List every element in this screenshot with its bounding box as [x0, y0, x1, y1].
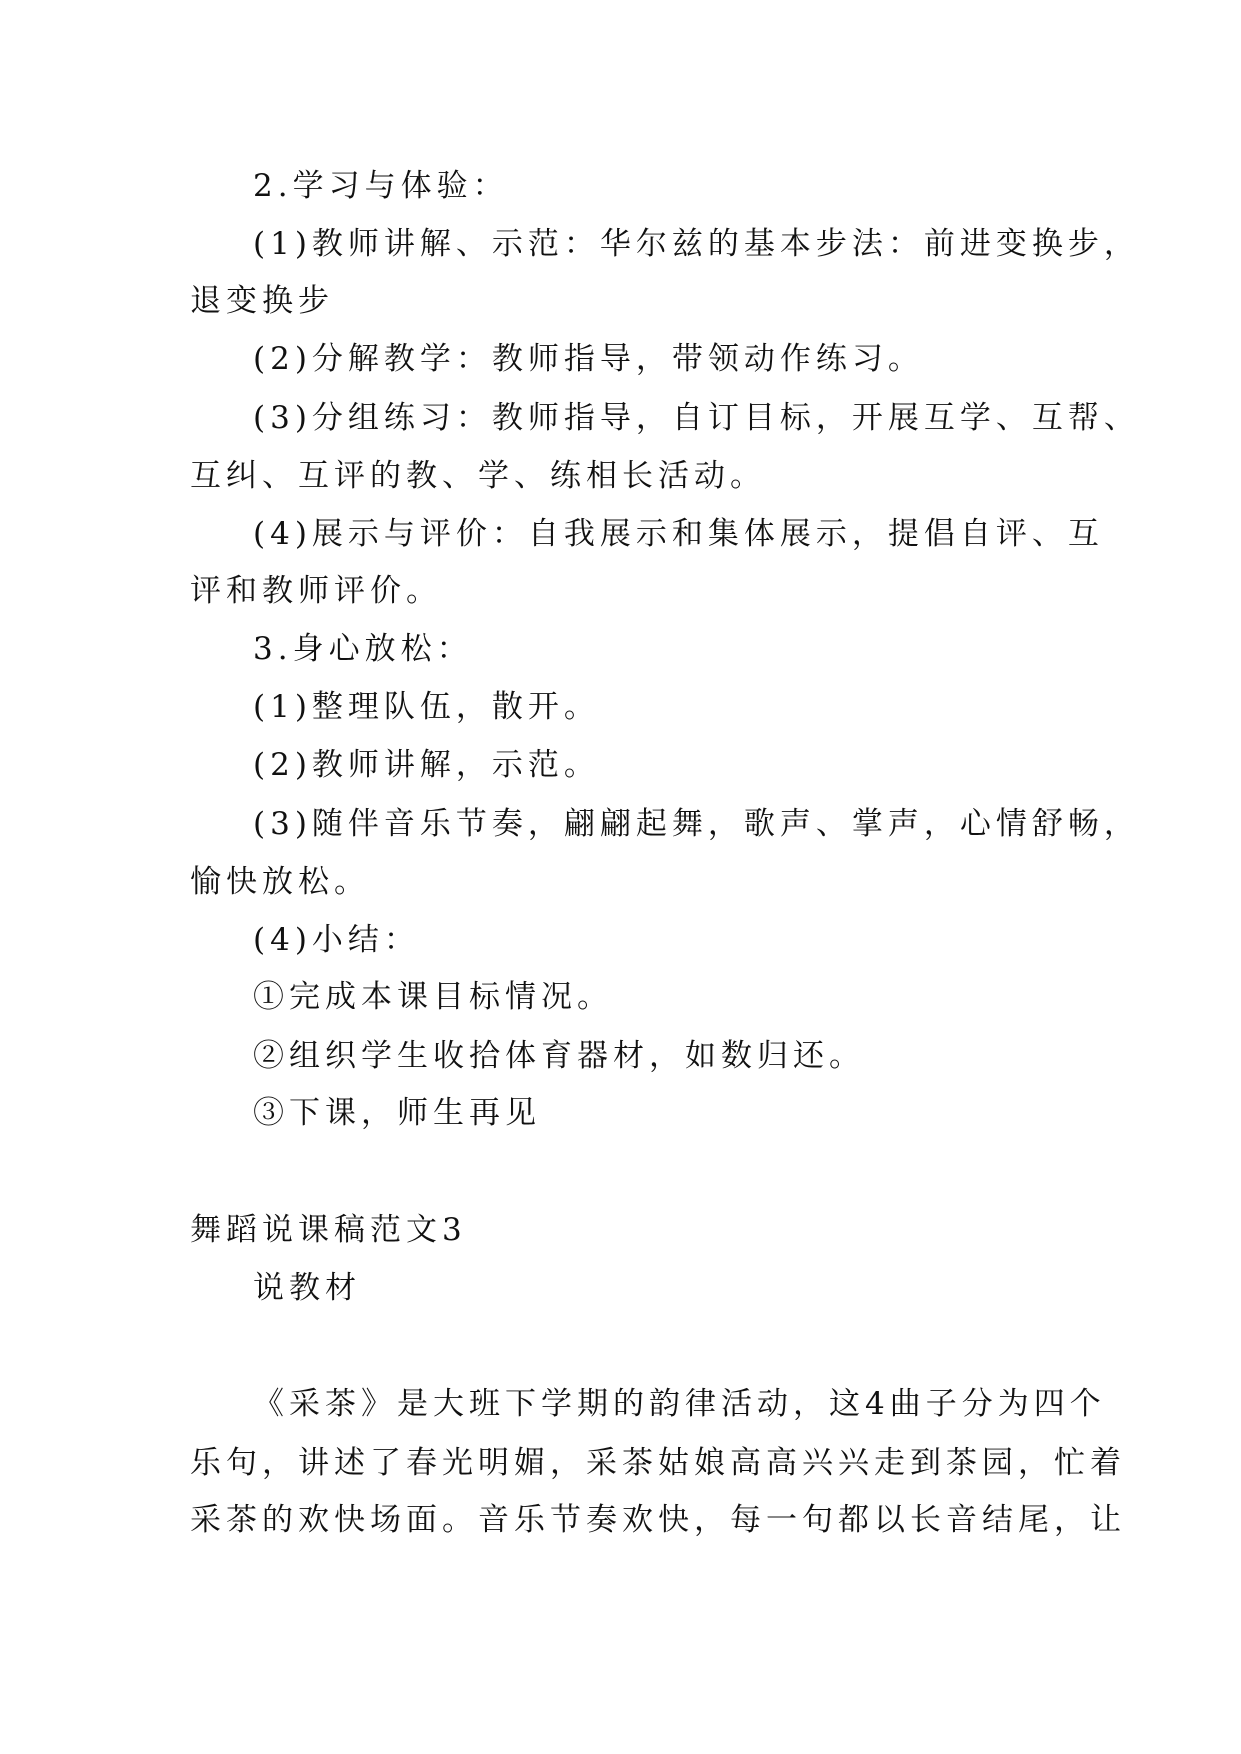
paragraph-line: (1)整理队伍，散开。	[253, 689, 600, 725]
paragraph-line: (4)展示与评价：自我展示和集体展示，提倡自评、互	[253, 516, 1104, 552]
paragraph-line: 退变换步	[190, 283, 334, 319]
paragraph-line: (3)分组练习：教师指导，自订目标，开展互学、互帮、	[253, 400, 1140, 436]
paragraph-line: (2)教师讲解，示范。	[253, 747, 600, 783]
paragraph-line: (2)分解教学：教师指导，带领动作练习。	[253, 341, 924, 377]
paragraph-line: 愉快放松。	[190, 864, 370, 900]
paragraph-line: 评和教师评价。	[190, 573, 442, 609]
list-item: ①完成本课目标情况。	[253, 979, 613, 1015]
section-heading: 2.学习与体验：	[253, 168, 509, 204]
section-heading: 说教材	[253, 1270, 361, 1306]
paragraph-line: (1)教师讲解、示范：华尔兹的基本步法：前进变换步，	[253, 226, 1140, 262]
paragraph-line: (3)随伴音乐节奏，翩翩起舞，歌声、掌声，心情舒畅，	[253, 806, 1140, 842]
paragraph-line: 采茶的欢快场面。音乐节奏欢快，每一句都以长音结尾，让	[190, 1502, 1126, 1538]
paragraph-line: 《采茶》是大班下学期的韵律活动，这4曲子分为四个	[253, 1386, 1106, 1422]
list-item: ②组织学生收拾体育器材，如数归还。	[253, 1038, 865, 1074]
article-title: 舞蹈说课稿范文3	[190, 1212, 467, 1248]
list-item: ③下课，师生再见	[253, 1095, 541, 1131]
section-heading: 3.身心放松：	[253, 631, 473, 667]
paragraph-line: 乐句，讲述了春光明媚，采茶姑娘高高兴兴走到茶园，忙着	[190, 1445, 1126, 1481]
paragraph-line: 互纠、互评的教、学、练相长活动。	[190, 458, 766, 494]
paragraph-line: (4)小结：	[253, 922, 420, 958]
